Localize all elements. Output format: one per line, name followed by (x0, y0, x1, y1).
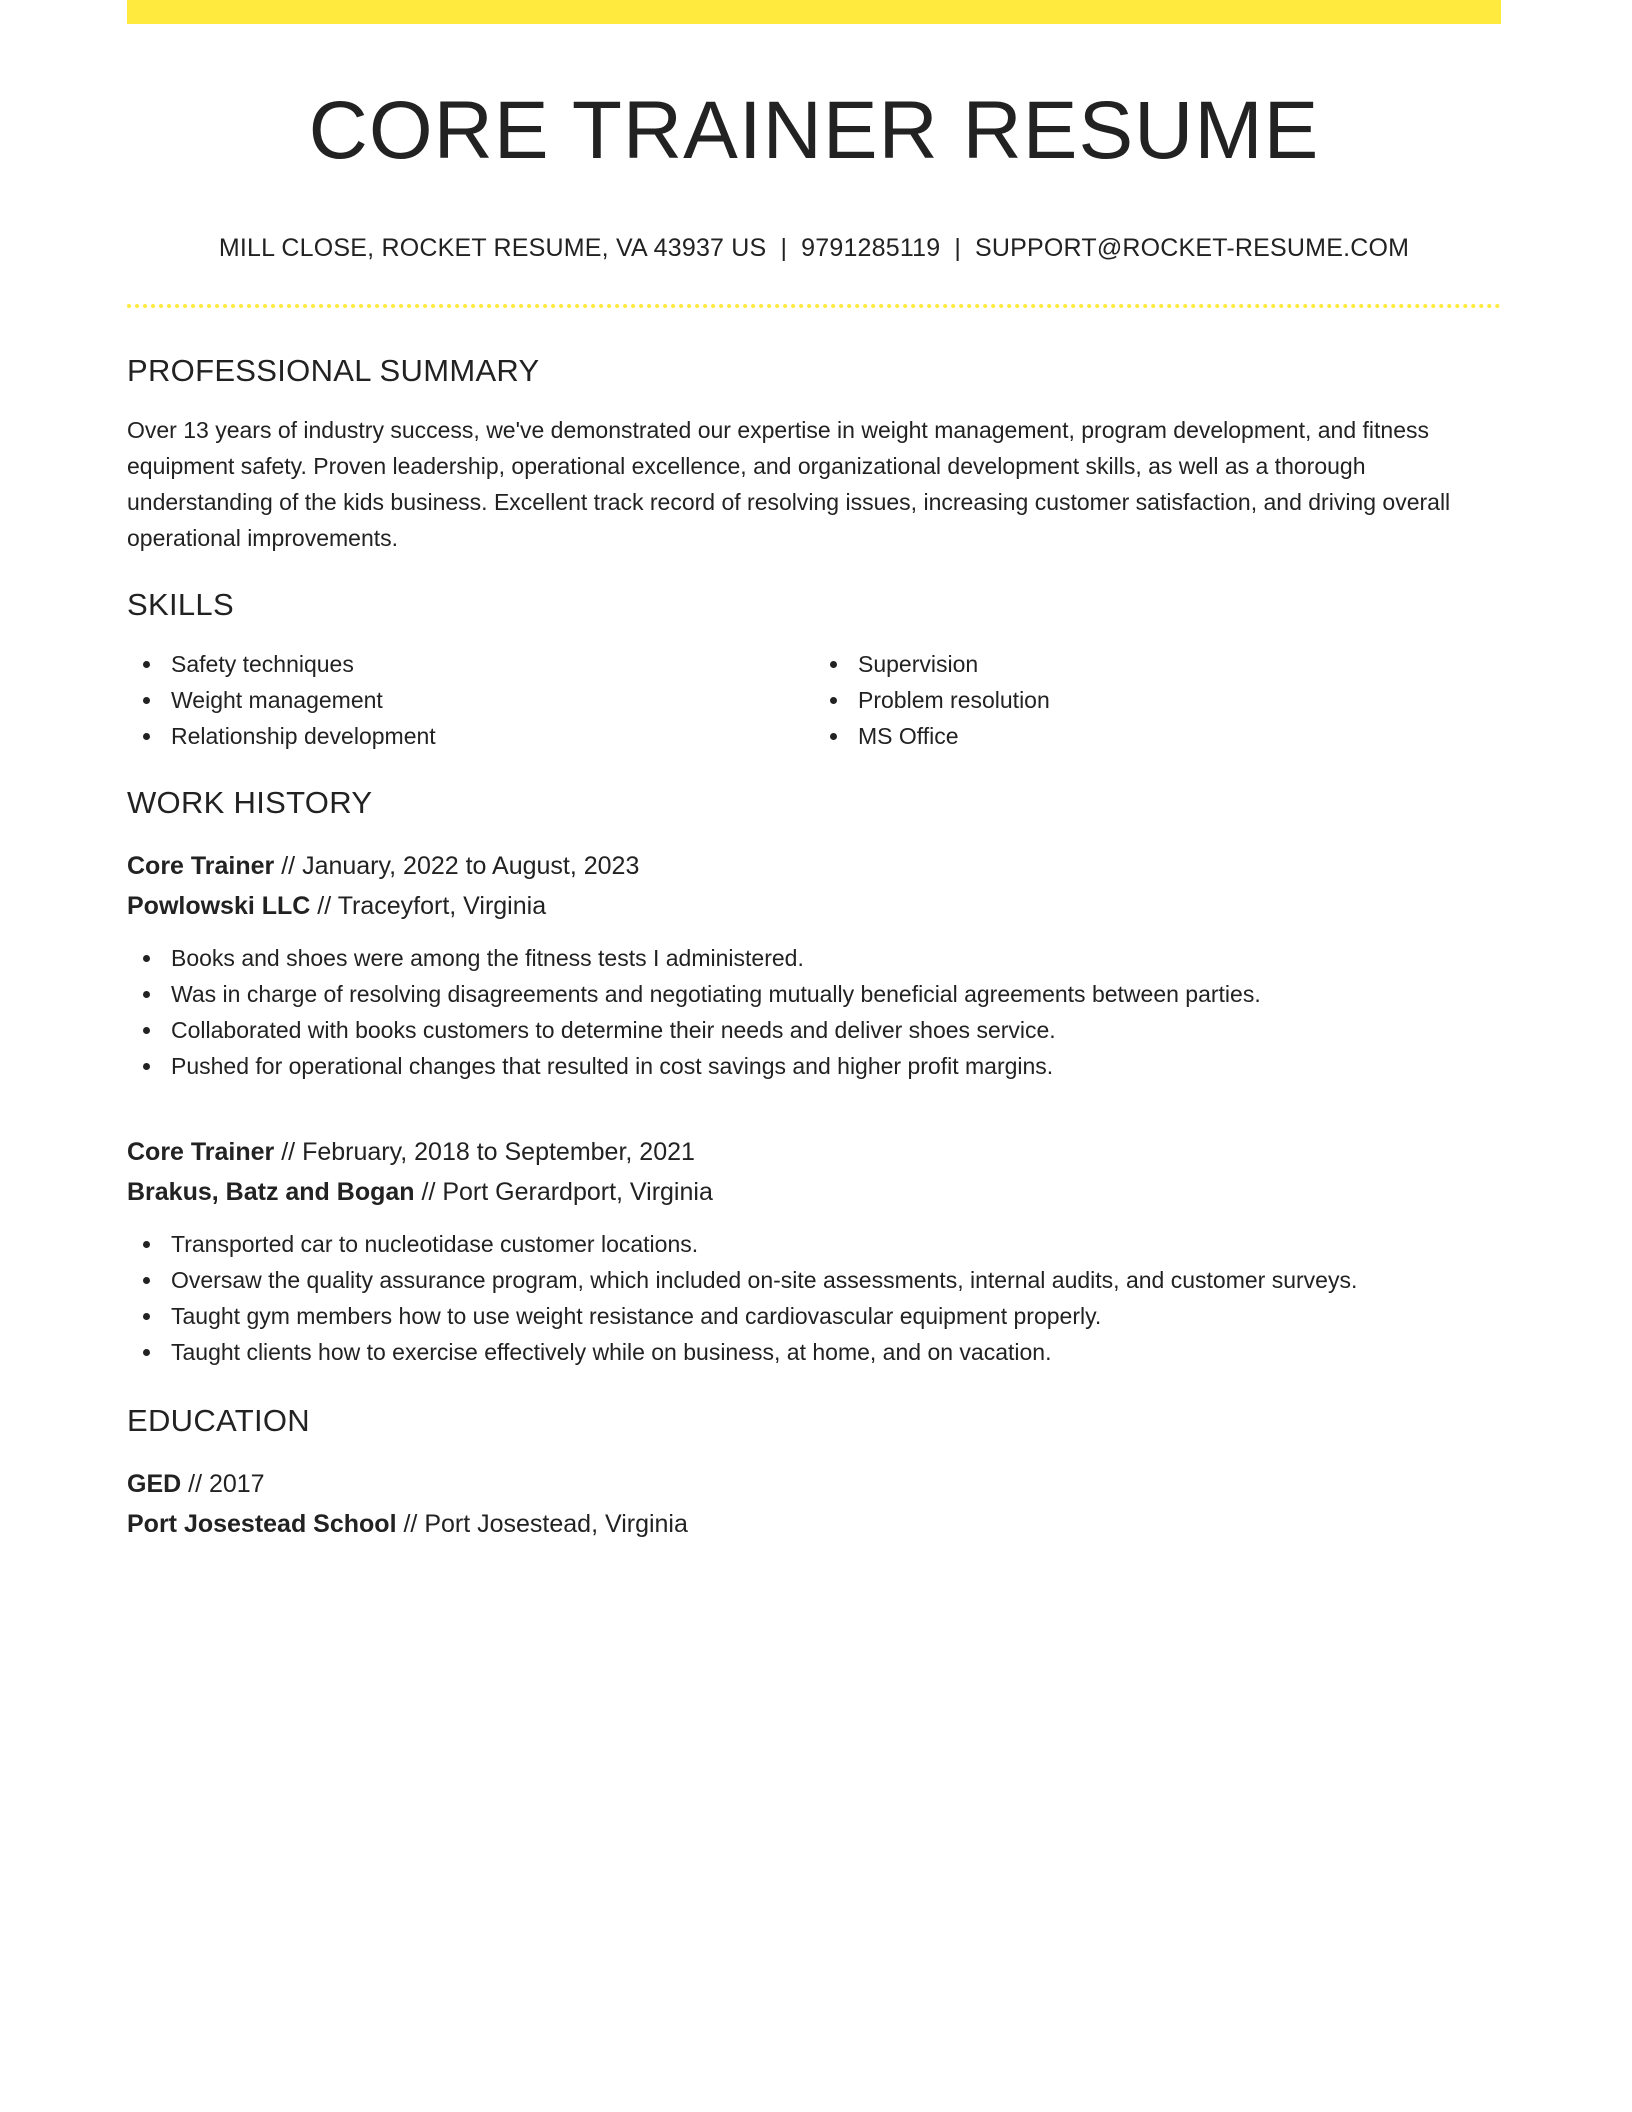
skill-item: MS Office (814, 718, 1501, 754)
dotted-divider (127, 304, 1501, 308)
job-title: Core Trainer (127, 1138, 275, 1166)
contact-separator: | (954, 234, 962, 262)
job-title-line (127, 1132, 1501, 1172)
job-bullet: Transported car to nucleotidase customer locations. (127, 1226, 1501, 1262)
job-bullets (127, 940, 1501, 1084)
job-title: Core Trainer (127, 852, 275, 880)
education-year: // 2017 (181, 1470, 265, 1498)
skills-column-right (814, 646, 1501, 754)
contact-email: SUPPORT@ROCKET-RESUME.COM (975, 234, 1410, 262)
job-bullet: Taught clients how to exercise effectively while on business, at home, and on vacation. (127, 1334, 1501, 1370)
job-location: // Traceyfort, Virginia (310, 892, 547, 920)
contact-line (127, 232, 1501, 264)
job-dates: // January, 2022 to August, 2023 (274, 852, 640, 880)
job-bullet: Taught gym members how to use weight resistance and cardiovascular equipment properly. (127, 1298, 1501, 1334)
skills-heading: SKILLS (127, 587, 234, 622)
job-entry (127, 1132, 1501, 1370)
education-location: // Port Josestead, Virginia (396, 1510, 688, 1538)
job-company-line (127, 886, 1501, 926)
summary-heading: PROFESSIONAL SUMMARY (127, 353, 540, 388)
job-bullet: Was in charge of resolving disagreements and negotiating mutually beneficial agreements between parties. (127, 976, 1501, 1012)
education-degree-line (127, 1464, 1501, 1504)
job-bullet: Pushed for operational changes that resulted in cost savings and higher profit margins. (127, 1048, 1501, 1084)
skill-item: Safety techniques (127, 646, 814, 682)
job-company-line (127, 1172, 1501, 1212)
skill-item: Supervision (814, 646, 1501, 682)
skill-item: Weight management (127, 682, 814, 718)
job-bullet: Books and shoes were among the fitness tests I administered. (127, 940, 1501, 976)
contact-separator: | (780, 234, 788, 262)
job-bullets (127, 1226, 1501, 1370)
education-degree: GED (127, 1470, 182, 1498)
skill-item: Relationship development (127, 718, 814, 754)
job-location: // Port Gerardport, Virginia (414, 1178, 713, 1206)
skills-column-left (127, 646, 814, 754)
education-school-line (127, 1504, 1501, 1544)
skills-list (127, 646, 1501, 754)
work-history-heading: WORK HISTORY (127, 785, 373, 820)
job-bullet: Oversaw the quality assurance program, which included on-site assessments, internal audits, and customer surveys. (127, 1262, 1501, 1298)
job-title-line (127, 846, 1501, 886)
resume-page (127, 0, 1501, 1544)
education-entry (127, 1464, 1501, 1544)
skill-item: Problem resolution (814, 682, 1501, 718)
job-bullet: Collaborated with books customers to determine their needs and deliver shoes service. (127, 1012, 1501, 1048)
education-school: Port Josestead School (127, 1510, 397, 1538)
job-dates: // February, 2018 to September, 2021 (274, 1138, 695, 1166)
job-company: Powlowski LLC (127, 892, 311, 920)
contact-phone: 9791285119 (801, 234, 941, 262)
summary-text: Over 13 years of industry success, we've demonstrated our expertise in weight management, program development, and fitness equipment safety. Proven leadership, operational excellence, and organizational development skills, as well as a thorough understanding of the kids business. Excellent track record of resolving issues, increasing customer satisfaction, and driving overall operational improvements. (127, 417, 1451, 551)
education-heading: EDUCATION (127, 1403, 310, 1438)
contact-address: MILL CLOSE, ROCKET RESUME, VA 43937 US (218, 234, 767, 262)
resume-title: CORE TRAINER RESUME (308, 85, 1320, 176)
job-company: Brakus, Batz and Bogan (127, 1178, 415, 1206)
job-entry (127, 846, 1501, 1084)
accent-top-bar (127, 0, 1501, 24)
